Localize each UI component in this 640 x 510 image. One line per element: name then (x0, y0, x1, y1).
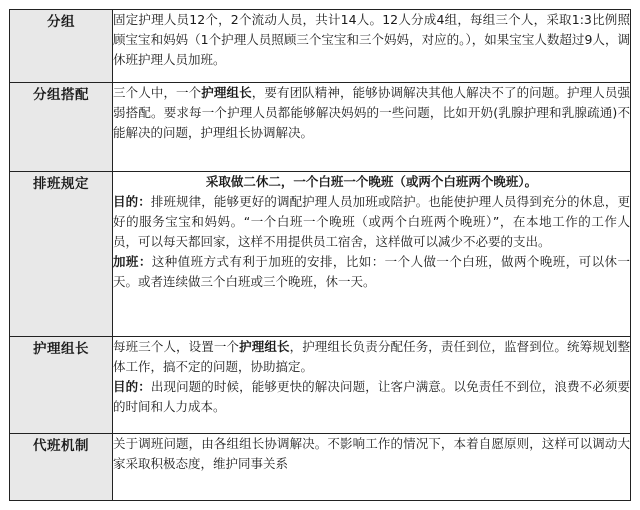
row-content-shift-rules (113, 172, 631, 337)
pairing-text-bold: 护理组长 (201, 85, 252, 100)
shift-purpose-text: 排班规律，能够更好的调配护理人员加班或陪护。也能使护理人员得到充分的休息，更好的服务宝宝和妈妈。“一个白班一个晚班（或两个白班两个晚班）”，在本地工作的工作人员，可以每天都回家，这样不用提供员工宿舍，这样做可以减少不必要的支出。 (113, 194, 630, 249)
leader-text-bold: 护理组长 (239, 339, 290, 354)
table-row-substitution (10, 434, 631, 501)
substitution-text: 关于调班问题，由各组组长协调解决。不影响工作的情况下，本着自愿原则，这样可以调动大家采取积极态度，维护同事关系 (113, 436, 630, 471)
pairing-text-pre: 三个人中，一个 (113, 85, 202, 100)
row-header-group-pairing: 分组搭配 (10, 83, 113, 172)
row-content-group-pairing (113, 83, 631, 172)
leader-text-pre: 每班三个人，设置一个 (113, 339, 240, 354)
schedule-table-wrapper (9, 9, 631, 501)
pairing-text (113, 83, 630, 143)
row-header-shift-rules: 排班规定 (10, 172, 113, 337)
row-content-substitution (113, 434, 631, 501)
shift-purpose-label: 目的： (113, 194, 151, 209)
row-content-grouping (113, 10, 631, 83)
pairing-text-post: ，要有团队精神，能够协调解决其他人解决不了的问题。护理人员强弱搭配。要求每一个护理人员都能够解决妈妈的一些问题，比如开奶(乳腺护理和乳腺疏通)不能解决的问题，护理组长协调解决。 (113, 85, 630, 140)
schedule-table (9, 9, 631, 501)
table-row-shift-rules (10, 172, 631, 337)
leader-text-post: ，护理组长负责分配任务，责任到位，监督到位。统筹规划整体工作，搞不定的问题，协助搞定。 (113, 339, 630, 374)
shift-headline: 采取做二休二，一个白班一个晚班（或两个白班两个晚班）。 (205, 174, 538, 189)
table-row-group-pairing (10, 83, 631, 172)
leader-text (113, 337, 630, 377)
shift-purpose (113, 192, 630, 252)
table-row-nursing-leader (10, 337, 631, 434)
leader-purpose-text: 出现问题的时候，能够更快的解决问题，让客户满意。以免责任不到位，浪费不必须要的时间和人力成本。 (113, 379, 630, 414)
row-content-nursing-leader (113, 337, 631, 434)
shift-overtime (113, 252, 630, 292)
row-header-nursing-leader: 护理组长 (10, 337, 113, 434)
shift-overtime-text: 这种值班方式有利于加班的安排，比如：一个人做一个白班，做两个晚班，可以休一天。或者连续做三个白班或三个晚班，休一天。 (113, 254, 630, 289)
leader-purpose-label: 目的： (113, 379, 151, 394)
table-row-grouping (10, 10, 631, 83)
row-header-substitution: 代班机制 (10, 434, 113, 501)
grouping-text: 固定护理人员12个，2个流动人员，共计14人。12人分成4组，每组三个人，采取1:3比例照顾宝宝和妈妈（1个护理人员照顾三个宝宝和三个妈妈，对应的。），如果宝宝人数超过9人，调休班护理人员加班。 (113, 12, 630, 67)
leader-purpose (113, 377, 630, 417)
row-header-grouping: 分组 (10, 10, 113, 83)
shift-overtime-label: 加班： (113, 254, 152, 269)
